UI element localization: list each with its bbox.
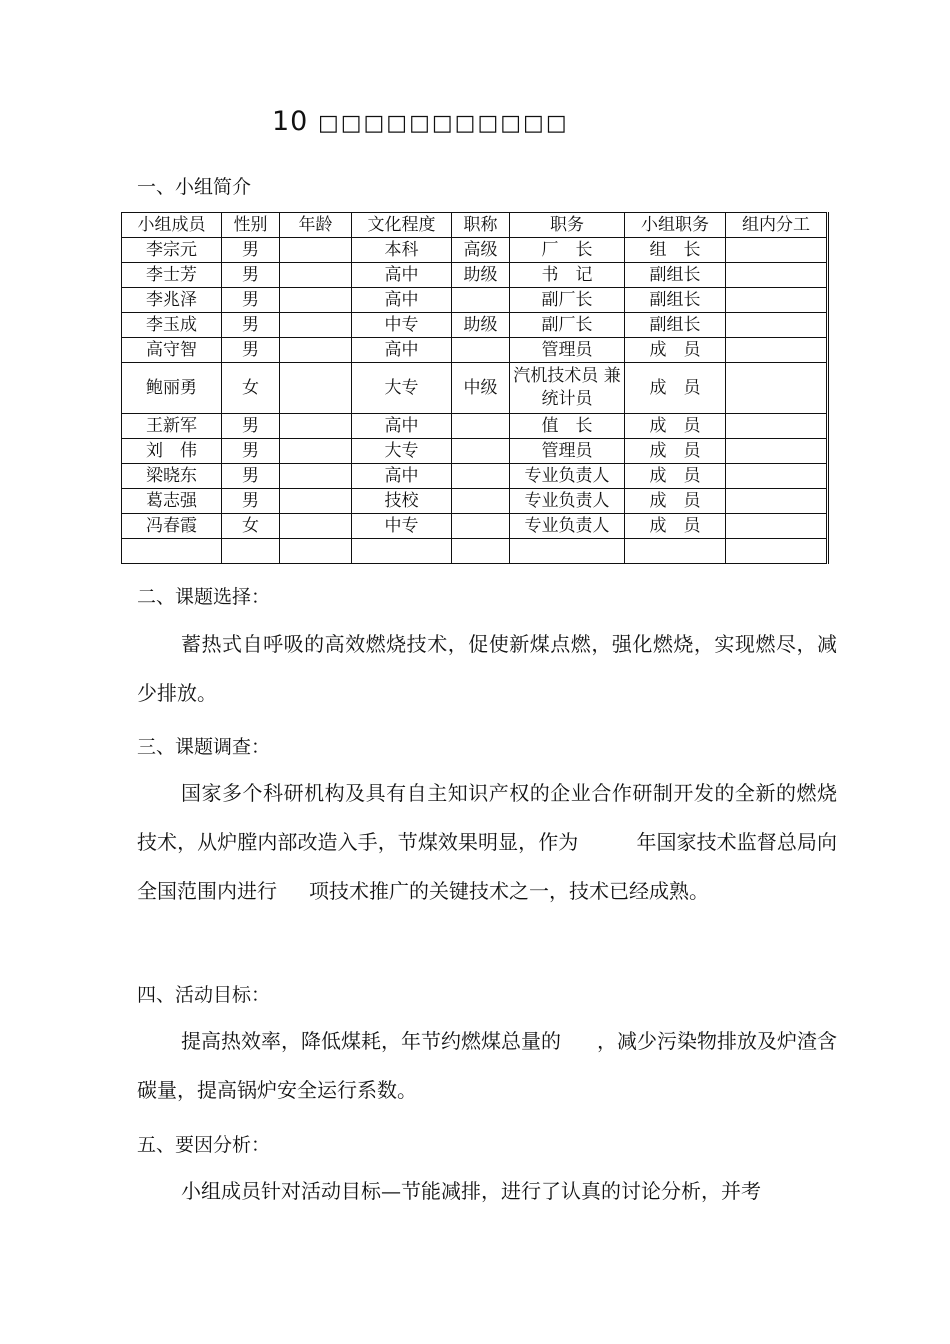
table-cell-role: 组 长 xyxy=(625,238,726,263)
table-row xyxy=(122,439,828,464)
table-cell-name: 冯春霞 xyxy=(122,514,222,539)
survey-text-b: 年国家技术监督总局向全国范围内进行 xyxy=(137,830,837,903)
table-cell-edu: 高中 xyxy=(352,288,452,313)
table-cell-edu: 大专 xyxy=(352,439,452,464)
section-heading-1: 一、小组简介 xyxy=(137,176,252,198)
table-cell-duty: 专业负责人 xyxy=(510,514,625,539)
section-heading-2: 二、课题选择： xyxy=(137,586,271,608)
table-cell-role: 成 员 xyxy=(625,489,726,514)
table-cell-duty: 专业负责人 xyxy=(510,464,625,489)
table-row xyxy=(122,464,828,489)
analysis-paragraph: 小组成员针对活动目标—节能减排，进行了认真的讨论分析，并考 xyxy=(181,1179,761,1203)
table-cell-duty: 值 长 xyxy=(510,414,625,439)
table-cell-edu: 大专 xyxy=(352,363,452,414)
goal-text-b: ，减少污染物排放及炉渣含碳量，提高锅炉安全运行系数。 xyxy=(137,1029,837,1102)
table-row xyxy=(122,363,828,414)
table-cell-edu: 中专 xyxy=(352,313,452,338)
table-cell-age xyxy=(280,313,352,338)
table-cell-name: 鲍丽勇 xyxy=(122,363,222,414)
table-cell-age xyxy=(280,514,352,539)
table-cell-duty: 管理员 xyxy=(510,439,625,464)
table-row xyxy=(122,414,828,439)
table-cell-age xyxy=(280,439,352,464)
table-cell-task xyxy=(726,539,828,564)
table-cell-sex: 男 xyxy=(222,288,280,313)
table-cell-name: 王新军 xyxy=(122,414,222,439)
team-members-table xyxy=(121,212,829,564)
table-cell-rank: 助级 xyxy=(452,313,510,338)
header-cell: 性别 xyxy=(222,213,280,238)
table-cell-role: 成 员 xyxy=(625,363,726,414)
table-row xyxy=(122,263,828,288)
section-heading-3: 三、课题调查： xyxy=(137,736,271,758)
table-cell-role: 副组长 xyxy=(625,288,726,313)
table-cell-task xyxy=(726,263,828,288)
table-row xyxy=(122,313,828,338)
table-cell-name: 梁晓东 xyxy=(122,464,222,489)
header-cell: 小组职务 xyxy=(625,213,726,238)
table-cell-sex: 男 xyxy=(222,263,280,288)
table-cell-age xyxy=(280,539,352,564)
table-header-row xyxy=(122,213,828,238)
table-cell-name xyxy=(122,539,222,564)
table-row xyxy=(122,338,828,363)
table-cell-task xyxy=(726,414,828,439)
table-cell-name: 葛志强 xyxy=(122,489,222,514)
table-cell-task xyxy=(726,288,828,313)
header-cell: 年龄 xyxy=(280,213,352,238)
table-cell-duty: 专业负责人 xyxy=(510,489,625,514)
table-cell-rank xyxy=(452,489,510,514)
table-row xyxy=(122,514,828,539)
table-cell-duty: 书 记 xyxy=(510,263,625,288)
table-cell-rank: 助级 xyxy=(452,263,510,288)
table-cell-duty: 副厂长 xyxy=(510,288,625,313)
survey-text-c: 项技术推广的关键技术之一，技术已经成熟。 xyxy=(309,879,709,903)
table-cell-duty: 管理员 xyxy=(510,338,625,363)
table-cell-sex: 男 xyxy=(222,489,280,514)
table-cell-rank xyxy=(452,539,510,564)
table-cell-age xyxy=(280,288,352,313)
goal-text-a: 提高热效率，降低煤耗，年节约燃煤总量的 xyxy=(181,1029,561,1053)
table-cell-name: 李宗元 xyxy=(122,238,222,263)
table-cell-rank xyxy=(452,439,510,464)
header-cell: 小组成员 xyxy=(122,213,222,238)
table-cell-rank xyxy=(452,514,510,539)
table-cell-sex: 男 xyxy=(222,338,280,363)
table-cell-task xyxy=(726,313,828,338)
table-cell-role: 成 员 xyxy=(625,414,726,439)
table-cell-task xyxy=(726,514,828,539)
table-cell-task xyxy=(726,439,828,464)
table-cell-rank xyxy=(452,414,510,439)
header-cell: 职称 xyxy=(452,213,510,238)
table-cell-duty xyxy=(510,539,625,564)
table-cell-edu: 本科 xyxy=(352,238,452,263)
table-cell-age xyxy=(280,238,352,263)
table-cell-task xyxy=(726,489,828,514)
table-cell-sex: 男 xyxy=(222,464,280,489)
table-cell-name: 李兆泽 xyxy=(122,288,222,313)
table-cell-rank xyxy=(452,338,510,363)
table-cell-task xyxy=(726,238,828,263)
table-cell-age xyxy=(280,263,352,288)
table-cell-age xyxy=(280,489,352,514)
section-heading-4: 四、活动目标： xyxy=(137,984,271,1006)
table-cell-role: 成 员 xyxy=(625,338,726,363)
document-title xyxy=(272,106,569,137)
table-cell-sex: 男 xyxy=(222,439,280,464)
table-cell-age xyxy=(280,363,352,414)
table-cell-sex: 男 xyxy=(222,313,280,338)
table-cell-role: 副组长 xyxy=(625,263,726,288)
table-cell-duty: 汽机技术员 兼统计员 xyxy=(510,363,625,414)
table-cell-sex: 男 xyxy=(222,414,280,439)
table-cell-role xyxy=(625,539,726,564)
table-cell-sex: 男 xyxy=(222,238,280,263)
survey-paragraph xyxy=(137,769,837,916)
table-cell-sex: 女 xyxy=(222,514,280,539)
table-cell-task xyxy=(726,363,828,414)
table-cell-edu: 技校 xyxy=(352,489,452,514)
section-heading-5: 五、要因分析： xyxy=(137,1134,271,1156)
table-cell-sex xyxy=(222,539,280,564)
table-cell-name: 刘 伟 xyxy=(122,439,222,464)
table-cell-sex: 女 xyxy=(222,363,280,414)
table-row xyxy=(122,539,828,564)
table-cell-age xyxy=(280,464,352,489)
table-cell-role: 成 员 xyxy=(625,464,726,489)
table-cell-edu: 高中 xyxy=(352,338,452,363)
header-cell: 职务 xyxy=(510,213,625,238)
table-cell-age xyxy=(280,338,352,363)
table-cell-task xyxy=(726,464,828,489)
table-cell-edu xyxy=(352,539,452,564)
table-cell-rank xyxy=(452,464,510,489)
goal-paragraph xyxy=(137,1017,837,1115)
table-cell-rank xyxy=(452,288,510,313)
table-row xyxy=(122,489,828,514)
table-cell-rank: 中级 xyxy=(452,363,510,414)
table-cell-name: 李士芳 xyxy=(122,263,222,288)
table-row xyxy=(122,288,828,313)
table-cell-name: 高守智 xyxy=(122,338,222,363)
title-number: 10 xyxy=(272,106,309,137)
table-cell-name: 李玉成 xyxy=(122,313,222,338)
table-cell-edu: 中专 xyxy=(352,514,452,539)
title-text: □□□□□□□□□□□ xyxy=(317,111,569,136)
table-cell-duty: 副厂长 xyxy=(510,313,625,338)
table-cell-duty: 厂 长 xyxy=(510,238,625,263)
header-cell: 文化程度 xyxy=(352,213,452,238)
table-cell-rank: 高级 xyxy=(452,238,510,263)
header-cell: 组内分工 xyxy=(726,213,828,238)
table-cell-task xyxy=(726,338,828,363)
table-row xyxy=(122,238,828,263)
table-cell-role: 成 员 xyxy=(625,514,726,539)
table-cell-age xyxy=(280,414,352,439)
table-cell-edu: 高中 xyxy=(352,414,452,439)
table-cell-role: 成 员 xyxy=(625,439,726,464)
table-cell-edu: 高中 xyxy=(352,464,452,489)
table-cell-role: 副组长 xyxy=(625,313,726,338)
survey-text-a: 国家多个科研机构及具有自主知识产权的企业合作研制开发的全新的燃烧技术，从炉膛内部改造入手，节煤效果明显，作为 xyxy=(137,781,837,854)
table-cell-edu: 高中 xyxy=(352,263,452,288)
topic-paragraph: 蓄热式自呼吸的高效燃烧技术，促使新煤点燃，强化燃烧，实现燃尽，减少排放。 xyxy=(137,632,837,705)
